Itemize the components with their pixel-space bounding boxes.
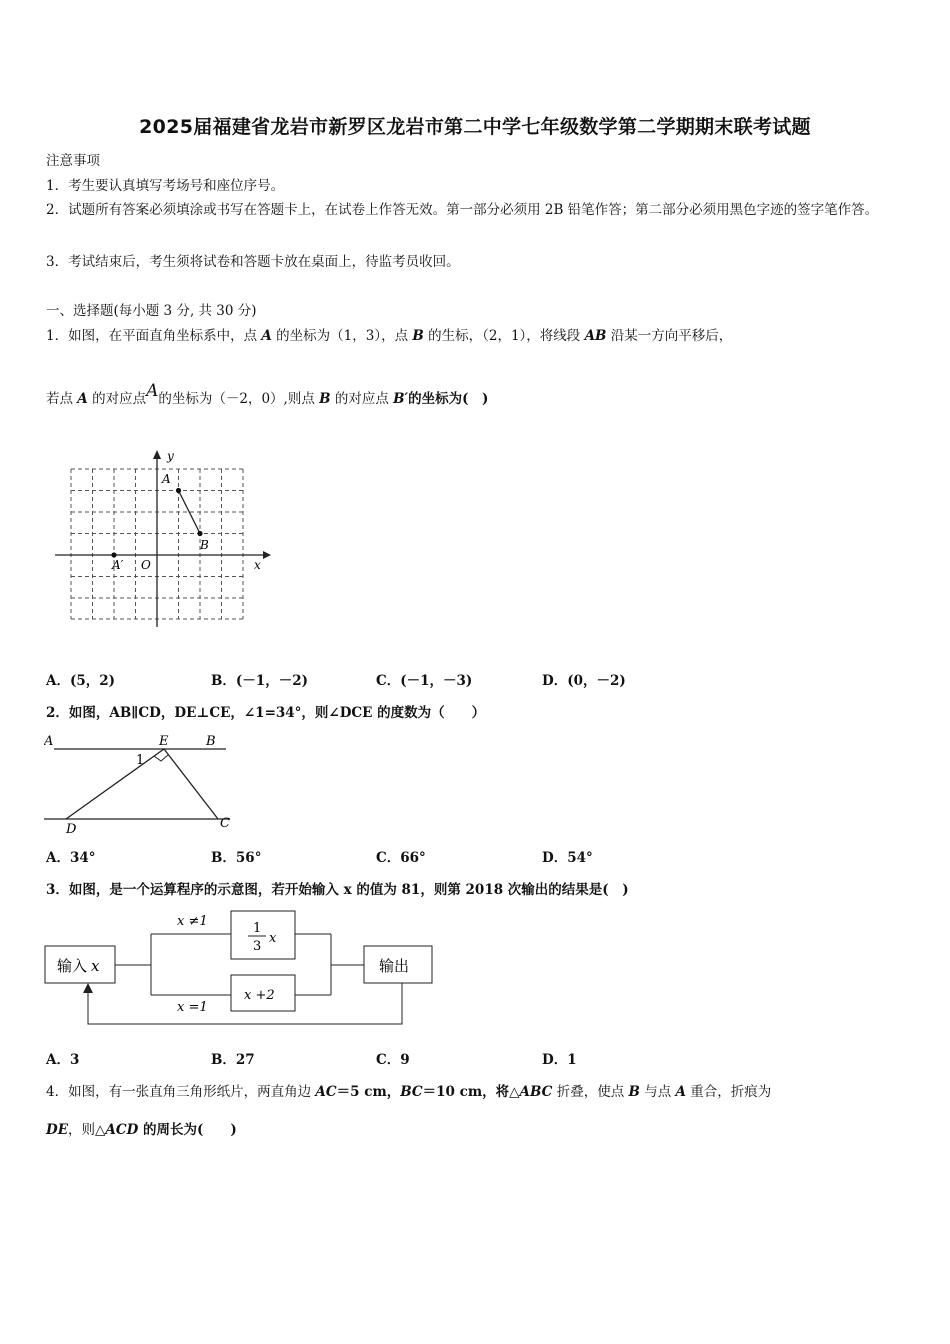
- q3-stem: 3．如图，是一个运算程序的示意图，若开始输入 x 的值为 81，则第 2018 次输出的结果是( ): [46, 882, 629, 898]
- q2-stem: 2．如图，AB∥CD，DE⊥CE，∠1=34°，则∠DCE 的度数为（ ）: [46, 705, 486, 721]
- q3-condition-bottom: x =1: [177, 1000, 208, 1015]
- q1-label-origin: O: [141, 558, 151, 572]
- q2-option-d[interactable]: D．54°: [542, 850, 593, 866]
- q1-text: 的坐标为( ): [408, 391, 489, 407]
- q1-point-a-large: A: [146, 381, 159, 401]
- q3-plus2-label: x +2: [244, 988, 275, 1003]
- q3-options: [46, 1048, 746, 1068]
- q1-y-arrow-icon: [153, 450, 161, 459]
- q2-label-d: D: [66, 822, 77, 837]
- q1-point-a: A: [261, 328, 272, 344]
- q1-text: 沿某一方向平移后，: [606, 328, 733, 344]
- q1-label-b: B: [200, 538, 209, 552]
- q1-point-b-prime: B′: [393, 391, 409, 407]
- q4-stem-line1: [46, 1082, 771, 1102]
- q1-option-d[interactable]: D．(0，－2): [542, 673, 626, 689]
- q4-point-b: B: [628, 1084, 640, 1100]
- q4-text: 重合，折痕为: [686, 1084, 772, 1100]
- q1-option-a[interactable]: A．(5，2): [46, 673, 116, 689]
- notice-item-2: 2．试题所有答案必须填涂或书写在答题卡上，在试卷上作答无效。第一部分必须用 2B 铅笔作答；第二部分必须用黑色字迹的签字笔作答。: [46, 202, 879, 218]
- q3-flowchart-figure: [44, 905, 439, 1030]
- q3-fraction-var: x: [269, 931, 277, 946]
- q4-stem-line2: [46, 1120, 237, 1140]
- q1-point-b: B: [319, 391, 331, 407]
- q1-option-b[interactable]: B．(－1，－2): [211, 673, 308, 689]
- page-title: 2025届福建省龙岩市新罗区龙岩市第二中学七年级数学第二学期期末联考试题: [139, 116, 811, 138]
- q1-text: 的生标，（2，1），将线段: [423, 328, 585, 344]
- q1-stem-line2: [46, 381, 489, 409]
- q1-label-a-prime: A′: [112, 558, 124, 572]
- q1-coordinate-figure: [55, 445, 275, 630]
- q4-text: ＝10 cm，将△: [422, 1084, 520, 1100]
- q1-point-a-dot: [176, 488, 181, 493]
- q1-label-y: y: [167, 449, 174, 463]
- q2-option-a[interactable]: A．34°: [46, 850, 96, 866]
- q4-side-ac: AC: [315, 1084, 337, 1100]
- q3-output-label: 输出: [379, 957, 410, 975]
- notice-item-3: 3．考试结束后，考生须将试卷和答题卡放在桌面上，待监考员收回。: [46, 254, 460, 270]
- q1-text: 的对应点: [330, 391, 394, 407]
- q2-label-a: A: [44, 734, 54, 749]
- q2-options: [46, 846, 746, 866]
- q3-input-label: 输入: [57, 957, 88, 975]
- q1-text: 若点: [46, 391, 78, 407]
- q1-text: 的坐标为（－2，0）,则点: [158, 391, 320, 407]
- q4-point-a: A: [675, 1084, 686, 1100]
- q2-right-angle-icon: [154, 755, 168, 761]
- q3-third-box: [231, 911, 295, 959]
- notice-item-1: 1．考生要认真填写考场号和座位序号。: [46, 178, 285, 194]
- q1-point-a-prime-dot: [111, 552, 116, 557]
- q2-triangle-figure: [44, 729, 234, 837]
- q4-triangle-abc: ABC: [519, 1084, 553, 1100]
- q4-text: 折叠，使点: [552, 1084, 629, 1100]
- q2-label-c: C: [220, 816, 230, 831]
- q4-text: 4．如图，有一张直角三角形纸片，两直角边: [46, 1084, 316, 1100]
- q1-option-c[interactable]: C．(－1，－3): [376, 673, 473, 689]
- q3-option-a[interactable]: A．3: [46, 1052, 80, 1068]
- q2-label-b: B: [206, 734, 216, 749]
- section-heading: 一、选择题(每小题 3 分, 共 30 分): [46, 303, 257, 319]
- q1-text: 的坐标为（1，3），点: [271, 328, 413, 344]
- q1-label-x: x: [254, 558, 261, 572]
- q2-option-b[interactable]: B．56°: [211, 850, 262, 866]
- q1-point-a: A: [77, 391, 88, 407]
- q1-x-arrow-icon: [263, 551, 271, 559]
- q3-option-c[interactable]: C．9: [376, 1052, 410, 1068]
- q4-side-bc: BC: [400, 1084, 423, 1100]
- q2-label-e: E: [159, 734, 169, 749]
- notice-heading: 注意事项: [46, 153, 100, 169]
- q3-loop-arrow-icon: [83, 983, 93, 993]
- q3-condition-top: x ≠1: [177, 914, 208, 929]
- q2-label-angle-1: 1: [136, 753, 145, 768]
- q1-point-b: B: [412, 328, 424, 344]
- q1-label-a: A: [162, 472, 171, 486]
- q4-text: 与点: [639, 1084, 676, 1100]
- q3-input-var: x: [91, 957, 100, 975]
- q1-options: [46, 669, 746, 689]
- q1-segment-ab: AB: [584, 328, 607, 344]
- q1-text: 1．如图，在平面直角坐标系中，点: [46, 328, 262, 344]
- q2-option-c[interactable]: C．66°: [376, 850, 426, 866]
- q3-fraction-denominator: 3: [253, 939, 262, 954]
- q1-stem-line1: [46, 326, 732, 346]
- q4-text: ＝5 cm，: [336, 1084, 401, 1100]
- q1-text: 的对应点: [87, 391, 147, 407]
- q1-segment-ab-line: [179, 491, 201, 534]
- q4-text: 的周长为( ): [138, 1122, 237, 1138]
- q1-point-b-dot: [197, 531, 202, 536]
- q4-triangle-acd: ACD: [105, 1122, 139, 1138]
- q3-fraction-numerator: 1: [253, 921, 262, 936]
- q4-text: ，则△: [68, 1122, 106, 1138]
- q3-option-d[interactable]: D．1: [542, 1052, 577, 1068]
- q3-option-b[interactable]: B．27: [211, 1052, 255, 1068]
- q4-crease-de: DE: [46, 1122, 68, 1138]
